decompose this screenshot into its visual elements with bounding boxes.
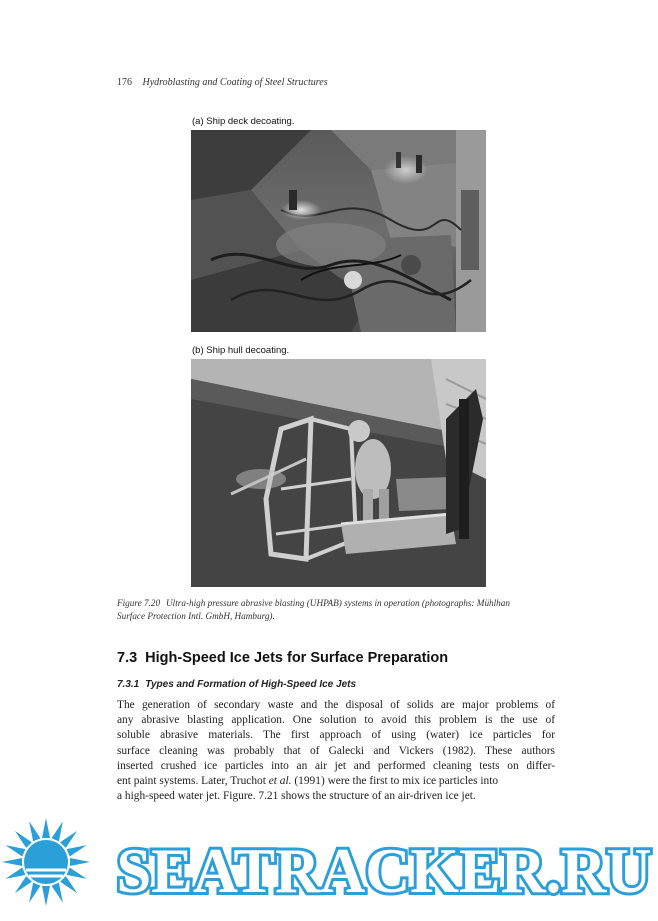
paragraph-line: inserted crushed ice particles into an air jet and performed cleaning tests on differ- bbox=[117, 759, 555, 772]
figure-caption-line: Ultra-high pressure abrasive blasting (UHPAB) systems in operation (photographs: Mühlhan bbox=[166, 598, 510, 608]
subsection-number: 7.3.1 bbox=[117, 679, 140, 690]
body-paragraph bbox=[117, 698, 555, 804]
subfigure-b-label: (b) Ship hull decoating. bbox=[192, 345, 290, 356]
paragraph-line: soluble abrasive materials. The first approach of using (water) ice particles for bbox=[117, 729, 555, 742]
figure-caption bbox=[117, 597, 557, 623]
section-number: 7.3 bbox=[117, 650, 138, 666]
ship-hull-decoating-photo bbox=[191, 359, 486, 587]
section-title: High-Speed Ice Jets for Surface Preparation bbox=[145, 650, 449, 666]
paragraph-line: surface cleaning was probably that of Galecki and Vickers (1982). These authors bbox=[117, 744, 555, 757]
paragraph-line: a high-speed water jet. Figure. 7.21 shows the structure of an air-driven ice jet. bbox=[117, 790, 476, 803]
running-title: Hydroblasting and Coating of Steel Structures bbox=[142, 77, 328, 88]
subsection-heading bbox=[117, 679, 356, 690]
figure-caption-label: Figure 7.20 bbox=[117, 598, 161, 608]
paragraph-line: any abrasive blasting application. One solution to avoid this problem is the use of bbox=[117, 714, 555, 727]
paragraph-line: The generation of secondary waste and the disposal of solids are major problems of bbox=[117, 699, 555, 711]
watermark bbox=[0, 812, 658, 916]
section-heading bbox=[117, 650, 448, 666]
running-header bbox=[117, 77, 328, 88]
paragraph-italic-segment: et al. bbox=[268, 774, 292, 787]
paragraph-line-segment: (1991) were the first to mix ice particles into bbox=[291, 774, 499, 787]
watermark-text: SEATRACKER.RU bbox=[116, 835, 652, 906]
paragraph-line-segment: ent paint systems. Later, Truchot bbox=[117, 774, 269, 787]
figure-caption-line: Surface Protection Intl. GmbH, Hamburg). bbox=[117, 611, 275, 621]
sun-burst-icon bbox=[2, 818, 90, 906]
watermark-graphic bbox=[0, 812, 658, 916]
subsection-title: Types and Formation of High-Speed Ice Jets bbox=[145, 679, 357, 690]
paragraph-line-6 bbox=[117, 774, 555, 789]
subfigure-a-label: (a) Ship deck decoating. bbox=[192, 116, 295, 127]
page-number: 176 bbox=[117, 77, 132, 88]
ship-deck-decoating-photo bbox=[191, 130, 486, 332]
